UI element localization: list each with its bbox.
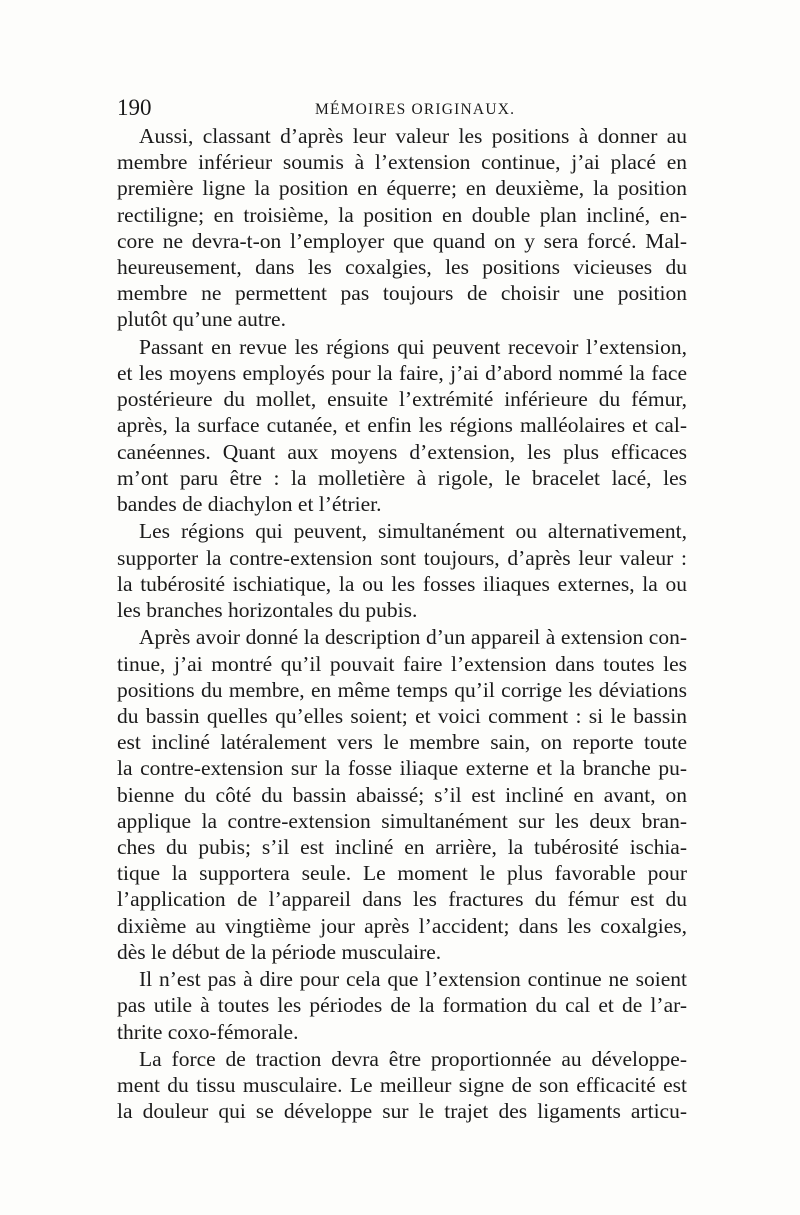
paragraph [117,518,687,623]
text-line: Les régions qui peuvent, simultanément ou alternativement, [139,519,687,544]
running-head: MÉMOIRES ORIGINAUX. [315,101,516,118]
text-line: bandes de diachylon et l’étrier. [117,491,382,516]
page-header [117,95,687,125]
text-line: ches du pubis; s’il est incliné en arrière, la tubérosité ischia- [117,834,687,859]
text-line: tique la supportera seule. Le moment le plus favorable pour [117,861,687,886]
text-line: applique la contre-extension simultanément sur les deux bran- [117,808,687,833]
text-line: Après avoir donné la description d’un appareil à extension con- [139,625,687,650]
text-line: est incliné latéralement vers le membre sain, on reporte toute [117,730,687,755]
text-line: Passant en revue les régions qui peuvent recevoir l’extension, [139,334,687,359]
text-line: pas utile à toutes les périodes de la formation du cal et de l’ar- [117,993,687,1018]
text-line: La force de traction devra être proportionnée au développe- [139,1047,687,1072]
text-line: canéennes. Quant aux moyens d’extension, les plus efficaces [117,439,687,464]
text-line: la douleur qui se développe sur le trajet des ligaments articu- [117,1099,687,1124]
text-line: Il n’est pas à dire pour cela que l’extension continue ne soient [139,967,687,992]
text-line: et les moyens employés pour la faire, j’ai d’abord nommé la face [117,360,687,385]
text-line: thrite coxo-fémorale. [117,1019,299,1044]
text-line: du bassin quelles qu’elles soient; et voici comment : si le bassin [117,704,687,729]
text-line: la tubérosité ischiatique, la ou les fosses iliaques externes, la ou [117,571,687,596]
text-line: postérieure du mollet, ensuite l’extrémité inférieure du fémur, [117,387,687,412]
text-line: après, la surface cutanée, et enfin les régions malléolaires et cal- [117,413,687,438]
body-text [117,123,687,1125]
text-line: core ne devra-t-on l’employer que quand on y sera forcé. Mal- [117,228,687,253]
text-line: membre ne permettent pas toujours de choisir une position [117,281,687,306]
text-line: première ligne la position en équerre; en deuxième, la position [117,176,687,201]
text-line: positions du membre, en même temps qu’il corrige les déviations [117,677,687,702]
text-line: tinue, j’ai montré qu’il pouvait faire l’extension dans toutes les [117,651,687,676]
text-line: Aussi, classant d’après leur valeur les positions à donner au [139,124,687,148]
paragraph [117,334,687,517]
text-line: l’application de l’appareil dans les fractures du fémur est du [117,887,687,912]
paragraph [117,966,687,1045]
text-line: membre inférieur soumis à l’extension continue, j’ai placé en [117,150,687,175]
text-line: dès le début de la période musculaire. [117,939,442,964]
text-line: bienne du côté du bassin abaissé; s’il est incliné en avant, on [117,782,687,807]
text-line: la contre-extension sur la fosse iliaque externe et la branche pu- [117,756,687,781]
text-line: supporter la contre-extension sont toujours, d’après leur valeur : [117,545,687,570]
text-line: m’ont paru être : la molletière à rigole, le bracelet lacé, les [117,465,687,490]
page-number: 190 [117,95,152,120]
text-line: ment du tissu musculaire. Le meilleur signe de son efficacité est [117,1073,687,1098]
text-line: rectiligne; en troisième, la position en double plan incliné, en- [117,202,687,227]
paragraph [117,123,687,333]
paragraph [117,1046,687,1125]
text-line: les branches horizontales du pubis. [117,597,418,622]
text-line: dixième au vingtième jour après l’accident; dans les coxalgies, [117,913,687,938]
paragraph [117,624,687,964]
text-line: heureusement, dans les coxalgies, les positions vicieuses du [117,254,687,279]
text-line: plutôt qu’une autre. [117,307,286,332]
